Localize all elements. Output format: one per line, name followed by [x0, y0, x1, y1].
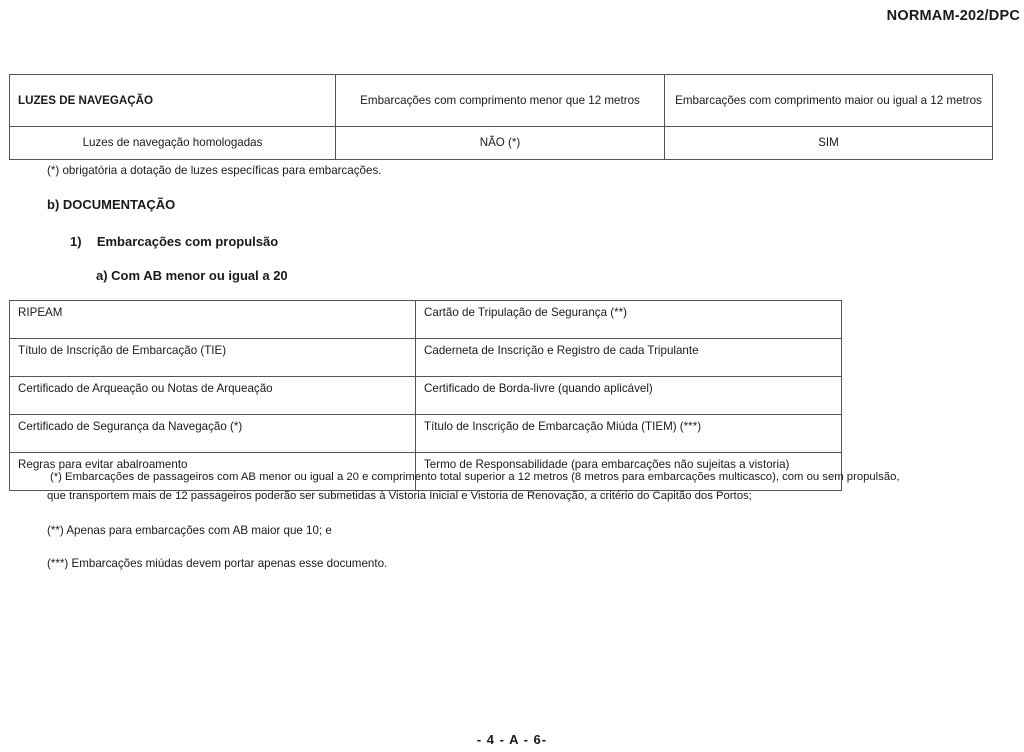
- table-header-cell: Embarcações com comprimento maior ou igual a 12 metros: [665, 75, 993, 127]
- table-cell: Caderneta de Inscrição e Registro de cada Tripulante: [416, 339, 842, 377]
- table-row: [10, 415, 842, 453]
- table-cell: Título de Inscrição de Embarcação (TIE): [10, 339, 416, 377]
- subsection-heading-ab: a) Com AB menor ou igual a 20: [96, 268, 288, 283]
- table-header-cell: LUZES DE NAVEGAÇÃO: [10, 75, 336, 127]
- nav-lights-footnote: (*) obrigatória a dotação de luzes específicas para embarcações.: [47, 164, 382, 177]
- table-row: [10, 377, 842, 415]
- table-cell: Regras para evitar abalroamento: [10, 453, 416, 491]
- table-cell: Certificado de Segurança da Navegação (*): [10, 415, 416, 453]
- table-cell: SIM: [665, 127, 993, 160]
- table-header-cell: Embarcações com comprimento menor que 12 metros: [336, 75, 665, 127]
- page-number: - 4 - A - 6-: [476, 732, 548, 747]
- table-cell: RIPEAM: [10, 301, 416, 339]
- table-cell: NÃO (*): [336, 127, 665, 160]
- footnote-1-line-1: (*) Embarcações de passageiros com AB menor ou igual a 20 e comprimento total superior a 12 metros (8 metros para embarcações multicasco), com ou sem propulsão,: [50, 471, 900, 483]
- subsection-heading-propulsion: [70, 234, 278, 249]
- footnote-2: (**) Apenas para embarcações com AB maior que 10; e: [47, 524, 332, 537]
- table-cell: Cartão de Tripulação de Segurança (**): [416, 301, 842, 339]
- subsection-number: 1): [70, 234, 82, 249]
- subsection-title: Embarcações com propulsão: [96, 234, 279, 249]
- documents-table: [9, 300, 842, 491]
- document-code: NORMAM-202/DPC: [886, 8, 1020, 24]
- table-cell: Certificado de Borda-livre (quando aplicável): [416, 377, 842, 415]
- footnote-3: (***) Embarcações miúdas devem portar apenas esse documento.: [47, 557, 388, 570]
- section-heading-documentation: b) DOCUMENTAÇÃO: [47, 197, 176, 212]
- footnote-1-line-2: que transportem mais de 12 passageiros poderão ser submetidas à Vistoria Inicial e Vistoria de Renovação, a critério do Capitão dos Portos;: [47, 490, 752, 502]
- table-row: [10, 301, 842, 339]
- nav-lights-table: [9, 74, 993, 160]
- table-header-row: [10, 75, 993, 127]
- table-cell: Título de Inscrição de Embarcação Miúda (TIEM) (***): [416, 415, 842, 453]
- table-cell: Luzes de navegação homologadas: [10, 127, 336, 160]
- table-row: [10, 127, 993, 160]
- table-cell: Termo de Responsabilidade (para embarcações não sujeitas a vistoria): [416, 453, 842, 491]
- table-row: [10, 339, 842, 377]
- table-cell: Certificado de Arqueação ou Notas de Arqueação: [10, 377, 416, 415]
